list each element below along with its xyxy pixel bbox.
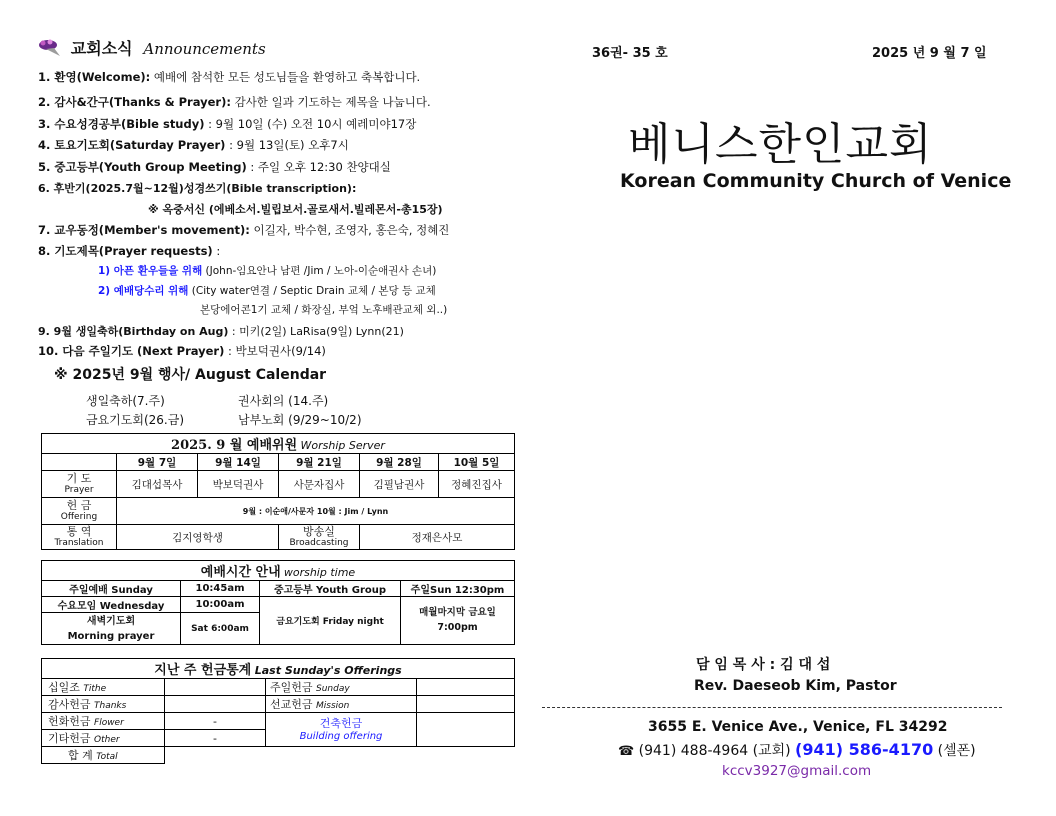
divider-line <box>542 707 1002 708</box>
announcement-item: 7. 교우동정(Member's movement): 이길자, 박수현, 조영자, 홍은숙, 정혜진 <box>38 223 450 237</box>
announcement-item: 1. 환영(Welcome): 예배에 참석한 모든 성도님들을 환영하고 축복합니다. <box>38 70 421 84</box>
server-date: 9월 21일 <box>279 454 360 471</box>
church-name-ko: 베니스한인교회 <box>628 119 933 170</box>
offerings-caption: 지난 주 헌금통계 Last Sunday's Offerings <box>42 659 515 679</box>
prayer-cell: 김대섭목사 <box>117 471 198 498</box>
wednesday-time: 10:00am <box>181 597 260 613</box>
flower-bouquet-icon <box>36 37 66 61</box>
cell-phone: (941) 586-4170 <box>795 740 934 759</box>
prayer-cell: 김필남권사 <box>360 471 439 498</box>
mission-offering-label: 선교헌금 Mission <box>266 696 417 713</box>
offerings-table <box>41 658 515 764</box>
bulletin-date: 2025 년 9 월 7 일 <box>872 46 987 61</box>
thanks-label: 감사헌금 Thanks <box>42 696 165 713</box>
announcement-item: 3. 수요성경공부(Bible study) : 9월 10일 (수) 오전 10시 예레미야17장 <box>38 117 417 131</box>
server-date: 10월 5일 <box>439 454 515 471</box>
announcement-item: 10. 다음 주일기도 (Next Prayer) : 박보덕권사(9/14) <box>38 344 326 358</box>
pastor-en: Rev. Daeseob Kim, Pastor <box>694 678 897 694</box>
announcement-item: 4. 토요기도회(Saturday Prayer) : 9월 13일(토) 오후7시 <box>38 138 349 152</box>
other-label: 기타헌금 Other <box>42 730 165 747</box>
flower-amount: - <box>165 713 266 730</box>
sunday-service-time: 10:45am <box>181 581 260 597</box>
worship-server-table <box>41 433 515 550</box>
church-address: 3655 E. Venice Ave., Venice, FL 34292 <box>648 719 948 735</box>
morning-prayer-time: Sat 6:00am <box>181 613 260 645</box>
prayer-cell: 정혜진집사 <box>439 471 515 498</box>
announcement-item: 9. 9월 생일축하(Birthday on Aug) : 미키(2일) LaRisa(9일) Lynn(21) <box>38 325 404 338</box>
building-offering-label: 건축헌금 Building offering <box>266 713 417 747</box>
broadcasting-label: 방송실 Broadcasting <box>279 525 360 550</box>
announcement-item: ※ 옥중서신 (에베소서.빌립보서.골로새서.빌레몬서-총15장) <box>148 203 443 216</box>
prayer-request-item: 1) 아픈 환우들을 위해 (John-임요안나 남편 /Jim / 노아-이순애권사 손녀) <box>98 265 437 277</box>
prayer-cell: 박보덕권사 <box>198 471 279 498</box>
server-date: 9월 28일 <box>360 454 439 471</box>
morning-prayer-label: 새벽기도회 Morning prayer <box>42 613 181 645</box>
worship-server-caption: 2025. 9 월 예배위원 Worship Server <box>42 434 515 454</box>
youth-group-label: 중고등부 Youth Group <box>260 581 401 597</box>
worship-time-caption: 예배시간 안내 worship time <box>42 561 515 581</box>
pastor-ko: 담 임 목 사 : 김 대 섭 <box>696 657 831 673</box>
sunday-service-label: 주일예배 Sunday <box>42 581 181 597</box>
church-phone: (941) 488-4964 <box>638 743 749 759</box>
cell-phone-label: (셀폰) <box>937 743 976 759</box>
other-amount: - <box>165 730 266 747</box>
offering-cell: 9월 : 이순애/사문자 10월 : Jim / Lynn <box>117 498 515 525</box>
worship-time-table <box>41 560 515 645</box>
phone-line <box>618 740 976 760</box>
total-amount <box>165 747 515 764</box>
mission-offering-amount <box>417 696 515 713</box>
server-date: 9월 14일 <box>198 454 279 471</box>
church-email[interactable]: kccv3927@gmail.com <box>722 763 872 779</box>
announcements-title-ko: 교회소식 <box>70 39 133 58</box>
wednesday-label: 수요모임 Wednesday <box>42 597 181 613</box>
prayer-request-item: 본당에어콘1기 교체 / 화장실, 부엌 노후배관교체 외..) <box>200 304 448 316</box>
calendar-item: 남부노회 (9/29~10/2) <box>238 413 362 427</box>
tithe-label: 십일조 Tithe <box>42 679 165 696</box>
last-friday-cell: 매월마지막 금요일 7:00pm <box>401 597 515 645</box>
church-phone-label: (교회) <box>752 743 791 759</box>
flower-label: 헌화헌금 Flower <box>42 713 165 730</box>
announcement-item: 6. 후반기(2025.7월~12월)성경쓰기(Bible transcription): <box>38 182 357 195</box>
church-name-en: Korean Community Church of Venice <box>620 170 1012 192</box>
calendar-heading: ※ 2025년 9월 행사/ August Calendar <box>54 367 327 383</box>
prayer-cell: 사문자집사 <box>279 471 360 498</box>
announcements-title-en: Announcements <box>143 40 266 58</box>
translation-cell: 김지영학생 <box>117 525 279 550</box>
friday-label: 금요기도회 Friday night <box>260 597 401 645</box>
calendar-item: 생일축하(7.주) <box>86 394 165 408</box>
volume-number: 36권- 35 호 <box>592 46 668 61</box>
calendar-item: 금요기도회(26.금) <box>86 413 184 427</box>
offering-row-label: 헌 금 Offering <box>42 498 117 525</box>
calendar-item: 권사회의 (14.주) <box>238 394 329 408</box>
announcements-header <box>36 36 266 61</box>
translation-row-label: 통 역 Translation <box>42 525 117 550</box>
prayer-row-label: 기 도 Prayer <box>42 471 117 498</box>
announcement-item: 8. 기도제목(Prayer requests) : <box>38 244 221 258</box>
announcement-item: 5. 중고등부(Youth Group Meeting) : 주일 오후 12:30 찬양대실 <box>38 160 391 174</box>
sunday-offering-label: 주일헌금 Sunday <box>266 679 417 696</box>
phone-icon: ☎ <box>618 744 635 759</box>
prayer-request-item: 2) 예배당수리 위해 (City water연결 / Septic Drain 교체 / 본당 등 교체 <box>98 285 436 297</box>
tithe-amount <box>165 679 266 696</box>
youth-group-time: 주일Sun 12:30pm <box>401 581 515 597</box>
announcement-item: 2. 감사&간구(Thanks & Prayer): 감사한 일과 기도하는 제목을 나눕니다. <box>38 95 431 109</box>
building-offering-amount <box>417 713 515 747</box>
sunday-offering-amount <box>417 679 515 696</box>
server-date: 9월 7일 <box>117 454 198 471</box>
total-label: 합 계 Total <box>42 747 165 764</box>
thanks-amount <box>165 696 266 713</box>
broadcasting-cell: 정재은사모 <box>360 525 515 550</box>
